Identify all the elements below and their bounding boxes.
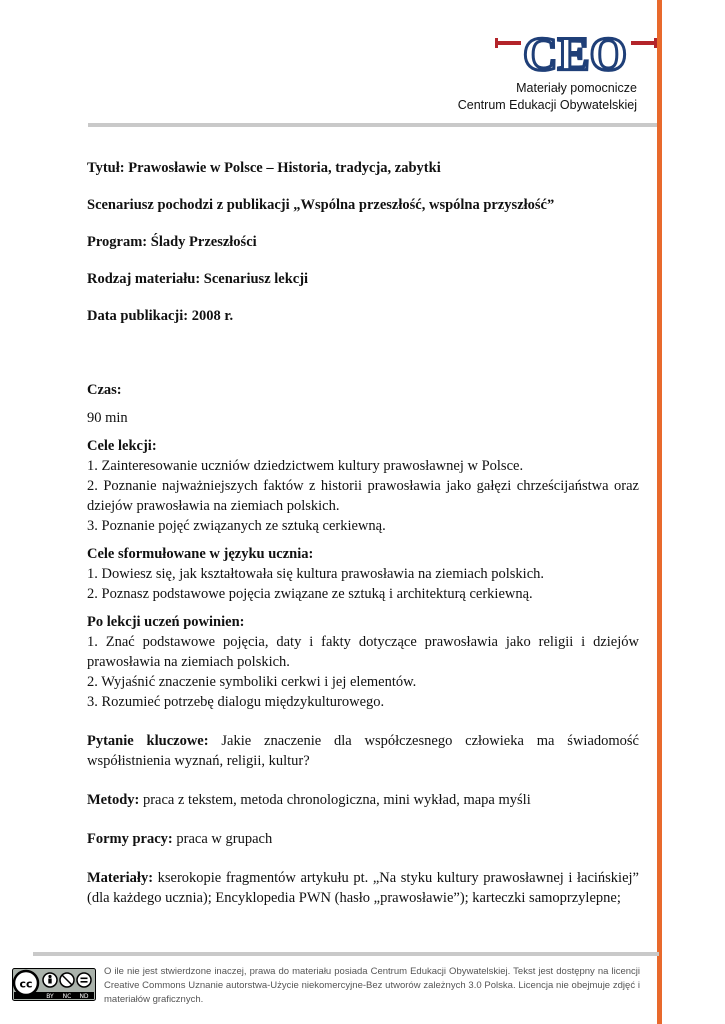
goal-item: 1. Zainteresowanie uczniów dziedzictwem kultury prawosławnej w Polsce. (87, 458, 524, 474)
materials (87, 868, 639, 908)
student-goal-item: 2. Poznasz podstawowe pojęcia związane ze sztuką i architekturą cerkiewną. (87, 586, 533, 602)
student-goals-heading: Cele sformułowane w języku ucznia: (87, 546, 314, 562)
bottom-divider (33, 952, 659, 956)
outcomes-heading: Po lekcji uczeń powinien: (87, 614, 245, 630)
svg-text:ND: ND (79, 993, 89, 1000)
ceo-logo (493, 24, 663, 82)
orange-side-bar (657, 0, 662, 1024)
work-forms (87, 829, 639, 849)
time-value: 90 min (87, 410, 128, 426)
student-goal-item: 1. Dowiesz się, jak kształtowała się kultura prawosławia na ziemiach polskich. (87, 566, 545, 582)
methods-text: praca z tekstem, metoda chronologiczna, mini wykład, mapa myśli (139, 792, 531, 808)
materials-label: Materiały: (87, 870, 154, 886)
svg-text:BY: BY (46, 993, 54, 1000)
work-forms-text: praca w grupach (172, 831, 273, 847)
outcome-item: 3. Rozumieć potrzebę dialogu międzykulturowego. (87, 694, 385, 710)
goal-item: 3. Poznanie pojęć związanych ze sztuką cerkiewną. (87, 518, 386, 534)
document-program: Program: Ślady Przeszłości (87, 234, 257, 250)
lesson-content (87, 380, 639, 908)
document-title: Tytuł: Prawosławie w Polsce – Historia, tradycja, zabytki (87, 160, 441, 176)
top-divider (88, 123, 657, 127)
document-source: Scenariusz pochodzi z publikacji „Wspólna przeszłość, wspólna przyszłość” (87, 197, 555, 213)
svg-text:CEO: CEO (522, 28, 628, 81)
logo-caption (458, 80, 637, 114)
document-date: Data publikacji: 2008 r. (87, 308, 234, 324)
time-heading: Czas: (87, 382, 122, 398)
outcome-item: 1. Znać podstawowe pojęcia, daty i fakty dotyczące prawosławia jako religii i dziejów prawosławia na ziemiach polskich. (87, 634, 639, 670)
svg-text:NC: NC (62, 993, 72, 1000)
goal-item: 2. Poznanie najważniejszych faktów z historii prawosławia jako gałęzi chrześcijaństwa oraz dziejów prawosławia na ziemiach polskich. (87, 478, 639, 514)
document-metadata (87, 158, 639, 343)
goals-heading: Cele lekcji: (87, 438, 157, 454)
methods (87, 790, 639, 810)
key-question-label: Pytanie kluczowe: (87, 733, 209, 749)
methods-label: Metody: (87, 792, 140, 808)
key-question-text: Jakie znaczenie dla współczesnego człowieka ma świadomość współistnienia wyznań, religii, kultur? (87, 733, 639, 769)
caption-organization: Centrum Edukacji Obywatelskiej (457, 98, 637, 112)
creative-commons-badge (12, 968, 96, 1001)
caption-materials: Materiały pomocnicze (516, 81, 637, 95)
outcome-item: 2. Wyjaśnić znaczenie symboliki cerkwi i jej elementów. (87, 674, 417, 690)
license-notice: O ile nie jest stwierdzone inaczej, prawa do materiału posiada Centrum Edukacji Obywatelskiej. Tekst jest dostępny na licencji Creative Commons Uznanie autorstwa-Użycie niekomercyjne-Bez utworów zależnych 3.0 Polska. Licencja nie obejmuje zdjęć i materiałów graficznych. (104, 966, 640, 1005)
materials-text: kserokopie fragmentów artykułu pt. „Na styku kultury prawosławnej i łacińskiej” (dla każdego ucznia); Encyklopedia PWN (hasło „prawosławie”); karteczki samoprzylepne; (87, 870, 639, 906)
svg-text:cc: cc (19, 977, 33, 991)
document-type: Rodzaj materiału: Scenariusz lekcji (87, 271, 309, 287)
work-forms-label: Formy pracy: (87, 831, 173, 847)
key-question (87, 731, 639, 771)
